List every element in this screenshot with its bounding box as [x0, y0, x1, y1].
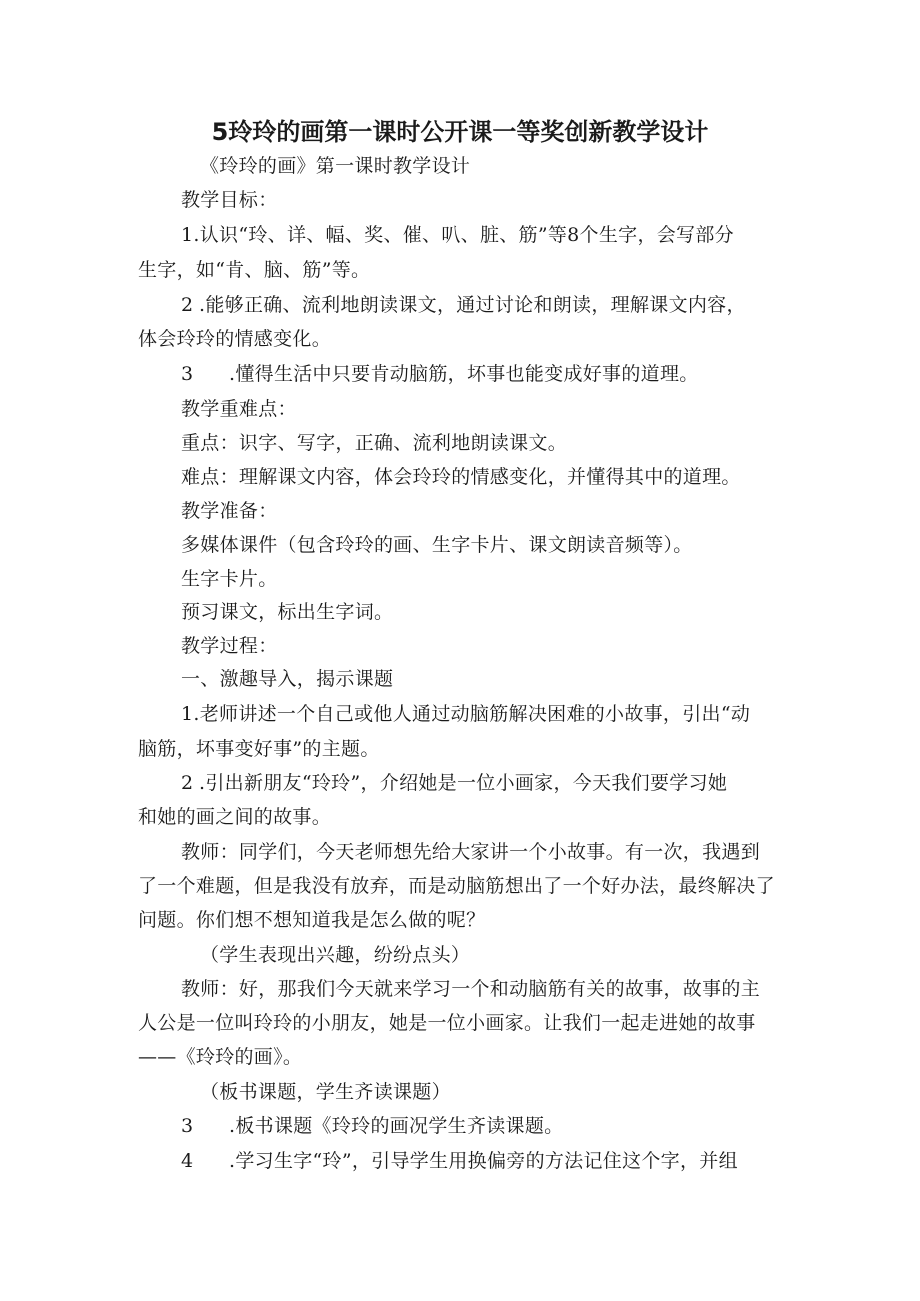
goals-heading: 教学目标：: [181, 189, 278, 211]
goal-1-line-1: 1.认识“玲、详、幅、奖、催、叭、脏、筋”等8个生字，会写部分: [181, 224, 734, 246]
teacher-2-line-3: ——《玲玲的画》。: [138, 1046, 303, 1068]
step-1-line-2: 脑筋，坏事变好事”的主题。: [138, 738, 380, 760]
step-2-line-1: [181, 771, 727, 795]
goal-2-line-1: [181, 293, 746, 317]
step-4-text: .学习生字“玲”，引导学生用换偏旁的方法记住这个字，并组: [229, 1150, 738, 1172]
step-3-number: 3: [181, 1115, 194, 1137]
step-2-number: 2: [181, 772, 194, 794]
goal-2-number: 2: [181, 294, 194, 316]
document-subtitle: 《玲玲的画》第一课时教学设计: [200, 155, 471, 177]
step-4-line: [181, 1149, 738, 1173]
teacher-1-line-2: 了一个难题，但是我没有放弃，而是动脑筋想出了一个好办法，最终解决了: [138, 875, 775, 897]
student-reaction-1: （学生表现出兴趣，纷纷点头）: [200, 944, 471, 966]
goal-3-line: [181, 362, 699, 386]
goal-2-text: .能够正确、流利地朗读课文，通过讨论和朗读，理解课文内容，: [199, 294, 746, 316]
step-3-text: .板书课题《玲玲的画况学生齐读课题。: [229, 1115, 564, 1137]
prep-heading: 教学准备：: [181, 500, 278, 522]
teacher-1-line-1: 教师：同学们，今天老师想先给大家讲一个小故事。有一次，我遇到: [181, 841, 761, 863]
goal-3-text: .懂得生活中只要肯动脑筋，坏事也能变成好事的道理。: [229, 363, 699, 385]
step-4-number: 4: [181, 1150, 194, 1172]
teacher-2-line-1: 教师：好，那我们今天就来学习一个和动脑筋有关的故事，故事的主: [181, 978, 761, 1000]
document-title: 5玲玲的画第一课时公开课一等奖创新教学设计: [211, 118, 709, 146]
goal-1-line-2: 生字，如“肯、脑、筋”等。: [138, 259, 371, 281]
keypoints-heading: 教学重难点：: [181, 398, 297, 420]
board-note-1: （板书课题，学生齐读课题）: [200, 1081, 451, 1103]
process-heading: 教学过程：: [181, 635, 278, 657]
step-1-line-1: 1.老师讲述一个自己或他人通过动脑筋解决困难的小故事，引出“动: [181, 703, 751, 725]
step-3-line: [181, 1114, 563, 1138]
section-1-heading: 一、激趣导入，揭示课题: [181, 668, 394, 690]
difficulty-text: 难点：理解课文内容，体会玲玲的情感变化，并懂得其中的道理。: [181, 466, 741, 488]
goal-2-line-2: 体会玲玲的情感变化。: [138, 328, 332, 350]
step-2-line-2: 和她的画之间的故事。: [138, 806, 332, 828]
keypoint-text: 重点：识字、写字，正确、流利地朗读课文。: [181, 432, 568, 454]
step-2-text: .引出新朋友“玲玲”，介绍她是一位小画家，今天我们要学习她: [199, 772, 728, 794]
prep-item-2: 生字卡片。: [181, 568, 278, 590]
teacher-1-line-3: 问题。你们想不想知道我是怎么做的呢？: [138, 909, 486, 931]
goal-3-number: 3: [181, 363, 194, 385]
teacher-2-line-2: 人公是一位叫玲玲的小朋友，她是一位小画家。让我们一起走进她的故事: [138, 1012, 756, 1034]
prep-item-1: 多媒体课件（包含玲玲的画、生字卡片、课文朗读音频等）。: [181, 534, 693, 556]
prep-item-3: 预习课文，标出生字词。: [181, 601, 394, 623]
